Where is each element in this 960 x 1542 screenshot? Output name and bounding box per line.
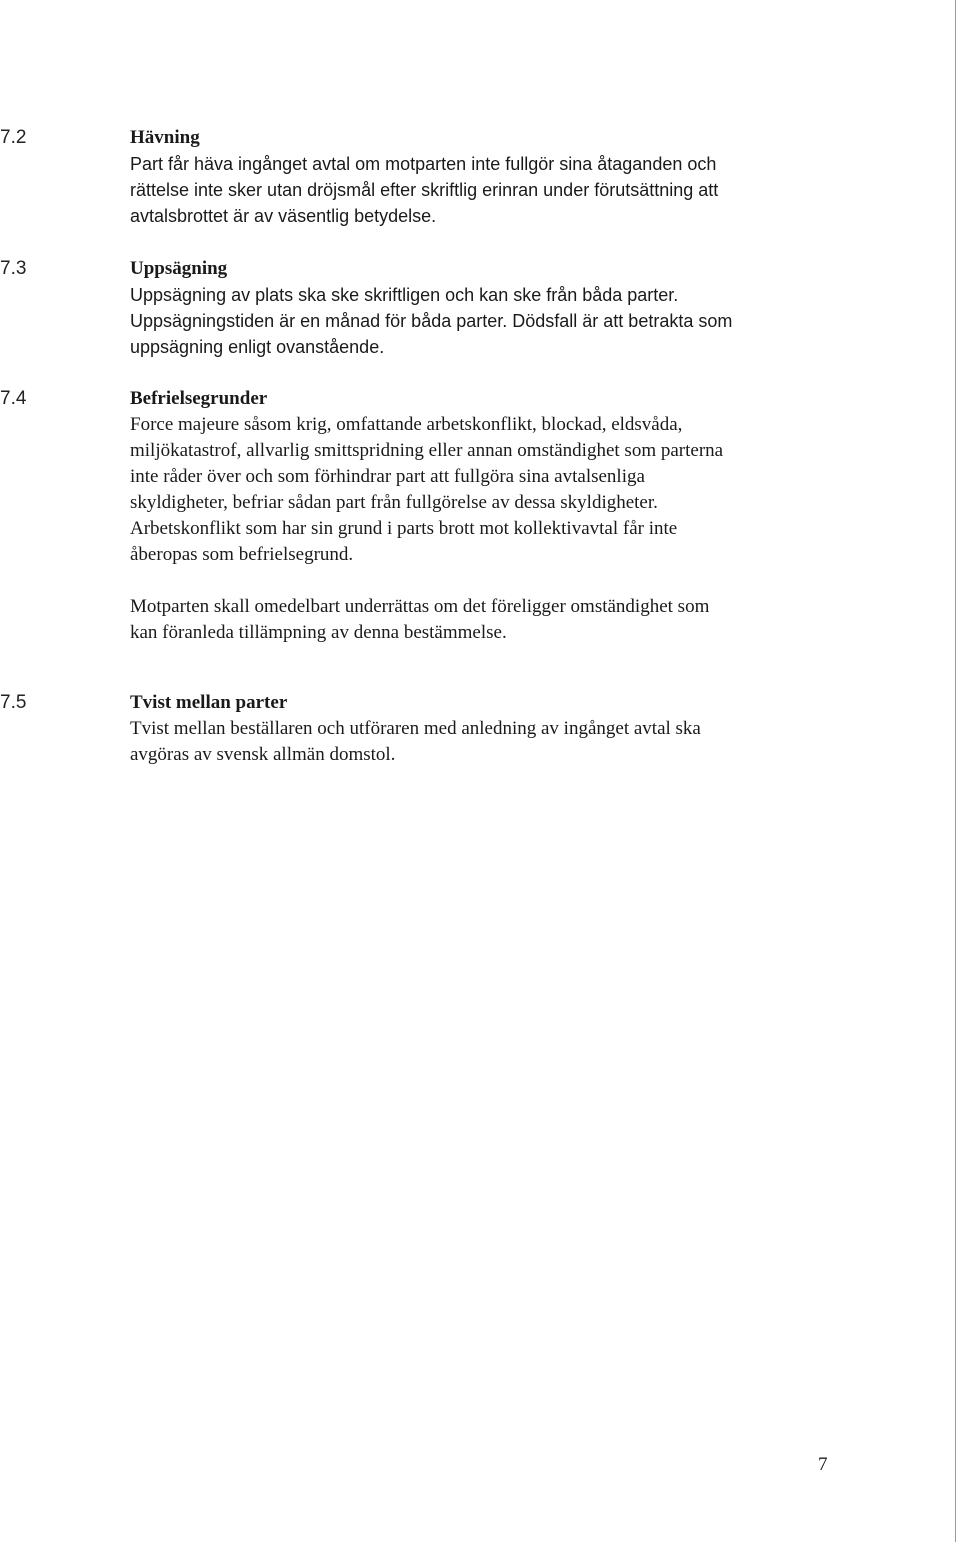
section-title: Hävning	[130, 127, 200, 148]
section-number: 7.5	[0, 692, 27, 713]
section-body	[130, 690, 830, 768]
section-body	[130, 256, 830, 360]
section-paragraph: Tvist mellan beställaren och utföraren med anledning av ingånget avtal ska avgöras av svensk allmän domstol.	[130, 718, 701, 765]
section-body	[130, 386, 830, 646]
section-paragraph: Force majeure såsom krig, omfattande arbetskonflikt, blockad, eldsvåda, miljökatastrof, allvarlig smittspridning eller annan omständighet som parterna inte råder över och som förhindrar part att fullgöra sina avtalsenliga skyldigheter, befriar sådan part från fullgörelse av dessa skyldigheter. Arbetskonflikt som har sin grund i parts brott mot kollektivavtal får inte åberopas som befrielsegrund.	[130, 414, 724, 565]
page-number: 7	[818, 1454, 828, 1475]
section-paragraph: Uppsägning av plats ska ske skriftligen och kan ske från båda parter. Uppsägningstiden är en månad för båda parter. Dödsfall är att betrakta som uppsägning enligt ovanstående.	[130, 285, 733, 357]
section-number: 7.2	[0, 127, 27, 148]
section-title: Uppsägning	[130, 258, 228, 279]
page-edge-line	[955, 0, 956, 1542]
section-paragraph: Part får häva ingånget avtal om motparten inte fullgör sina åtaganden och rättelse inte sker utan dröjsmål efter skriftlig erinran under förutsättning att avtalsbrottet är av väsentlig betydelse.	[130, 154, 719, 226]
section-title: Tvist mellan parter	[130, 692, 288, 713]
section-body	[130, 125, 830, 229]
section-title: Befrielsegrunder	[130, 388, 268, 409]
section-number: 7.4	[0, 388, 27, 409]
section-number: 7.3	[0, 258, 27, 279]
section-paragraph: Motparten skall omedelbart underrättas om det föreligger omständighet som kan föranleda tillämpning av denna bestämmelse.	[130, 596, 710, 643]
